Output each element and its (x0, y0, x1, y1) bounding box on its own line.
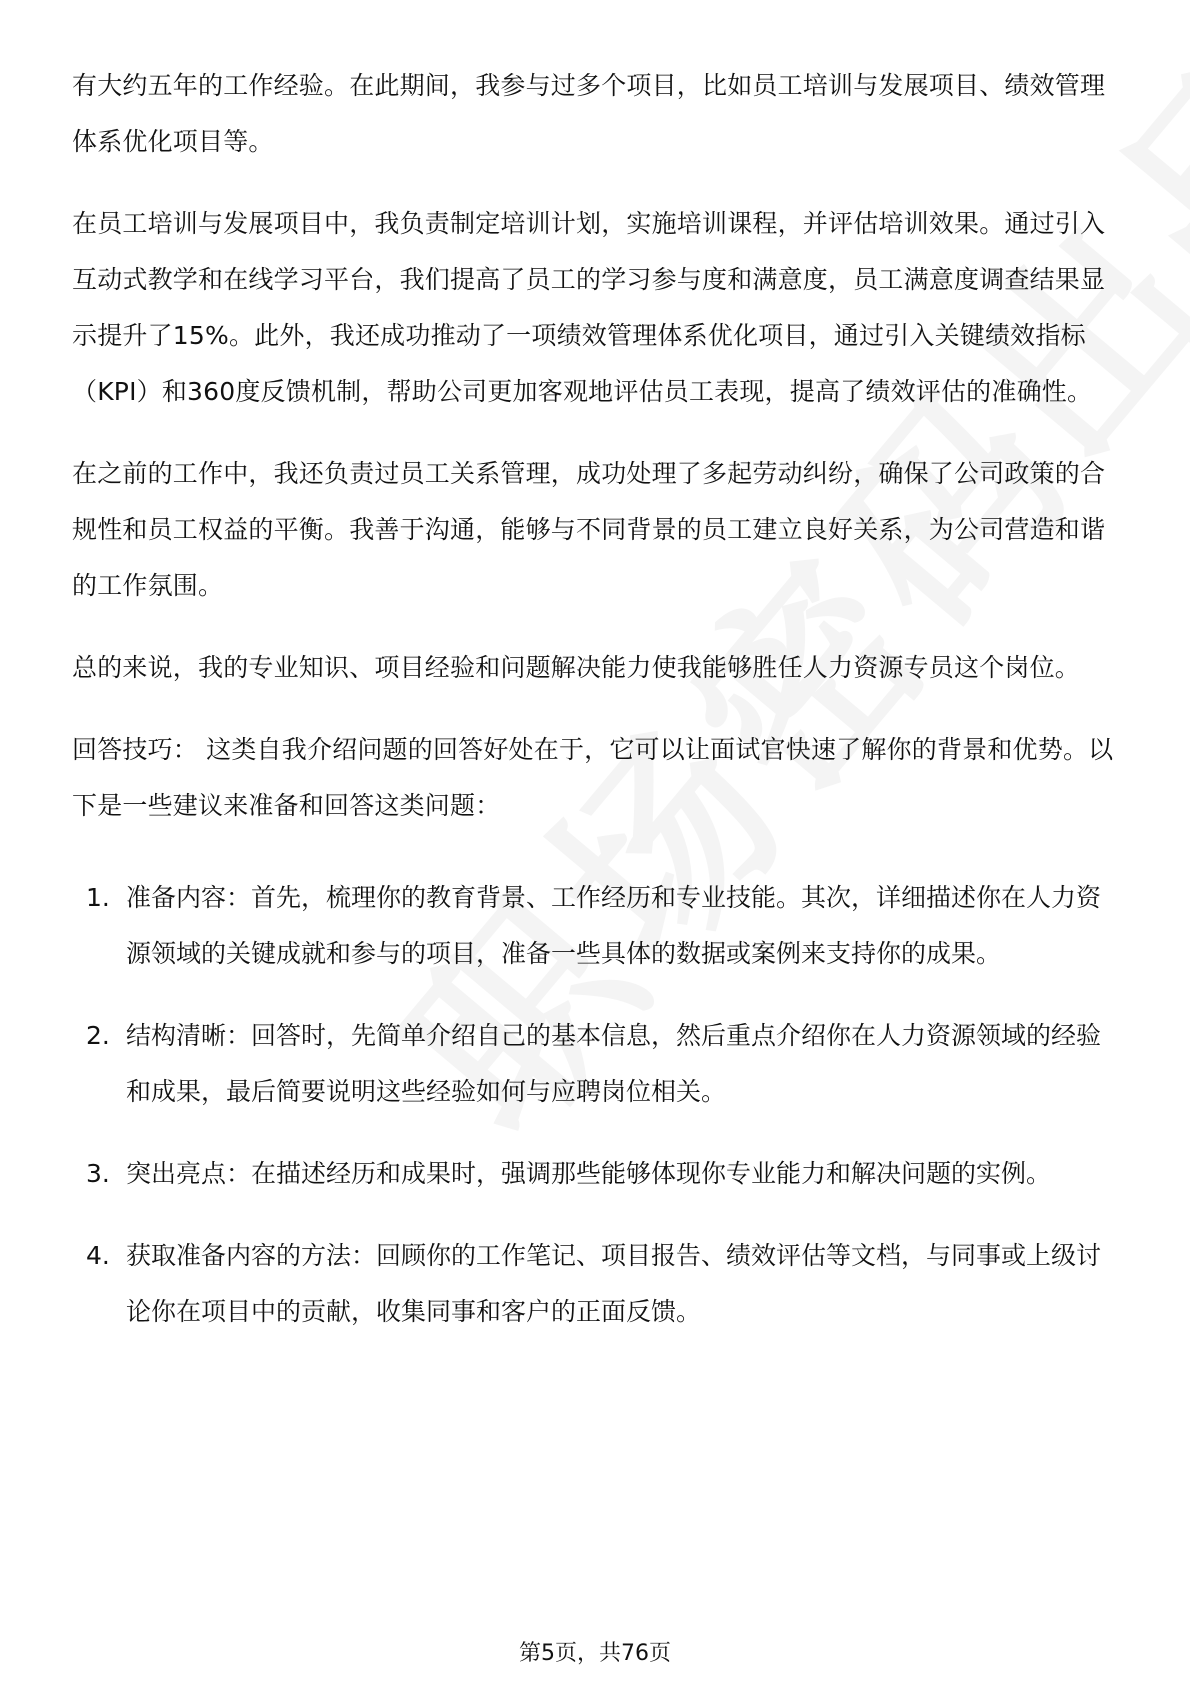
paragraph-employee-relations: 在之前的工作中，我还负责过员工关系管理，成功处理了多起劳动纠纷，确保了公司政策的合规性和员工权益的平衡。我善于沟通，能够与不同背景的员工建立良好关系，为公司营造和谐的工作氛围。 (72, 459, 1106, 600)
list-item-text: 突出亮点：在描述经历和成果时，强调那些能够体现你专业能力和解决问题的实例。 (126, 1159, 1052, 1188)
page-number-footer: 第5页，共76页 (519, 1641, 671, 1666)
paragraph-summary: 总的来说，我的专业知识、项目经验和问题解决能力使我能够胜任人力资源专员这个岗位。 (72, 653, 1081, 682)
document-body (72, 58, 1122, 1366)
paragraph-experience-intro: 有大约五年的工作经验。在此期间，我参与过多个项目，比如员工培训与发展项目、绩效管理体系优化项目等。 (72, 71, 1106, 156)
list-item-text: 获取准备内容的方法：回顾你的工作笔记、项目报告、绩效评估等文档，与同事或上级讨论你在项目中的贡献，收集同事和客户的正面反馈。 (126, 1241, 1102, 1326)
list-item (72, 1008, 1122, 1120)
list-item-number: 4. (86, 1241, 110, 1270)
list-item-number: 3. (86, 1159, 110, 1188)
list-item (72, 1146, 1122, 1202)
paragraph-training-project: 在员工培训与发展项目中，我负责制定培训计划，实施培训课程，并评估培训效果。通过引入互动式教学和在线学习平台，我们提高了员工的学习参与度和满意度，员工满意度调查结果显示提升了15%。此外，我还成功推动了一项绩效管理体系优化项目，通过引入关键绩效指标（KPI）和360度反馈机制，帮助公司更加客观地评估员工表现，提高了绩效评估的准确性。 (72, 209, 1106, 406)
list-item-number: 1. (86, 883, 110, 912)
list-item-text: 准备内容：首先，梳理你的教育背景、工作经历和专业技能。其次，详细描述你在人力资源领域的关键成就和参与的项目，准备一些具体的数据或案例来支持你的成果。 (126, 883, 1102, 968)
paragraph-answer-tips: 回答技巧： 这类自我介绍问题的回答好处在于，它可以让面试官快速了解你的背景和优势。以下是一些建议来准备和回答这类问题： (72, 735, 1114, 820)
list-item (72, 870, 1122, 982)
list-item-number: 2. (86, 1021, 110, 1050)
list-item (72, 1228, 1122, 1340)
list-item-text: 结构清晰：回答时，先简单介绍自己的基本信息，然后重点介绍你在人力资源领域的经验和成果，最后简要说明这些经验如何与应聘岗位相关。 (126, 1021, 1102, 1106)
tips-list (72, 870, 1122, 1340)
